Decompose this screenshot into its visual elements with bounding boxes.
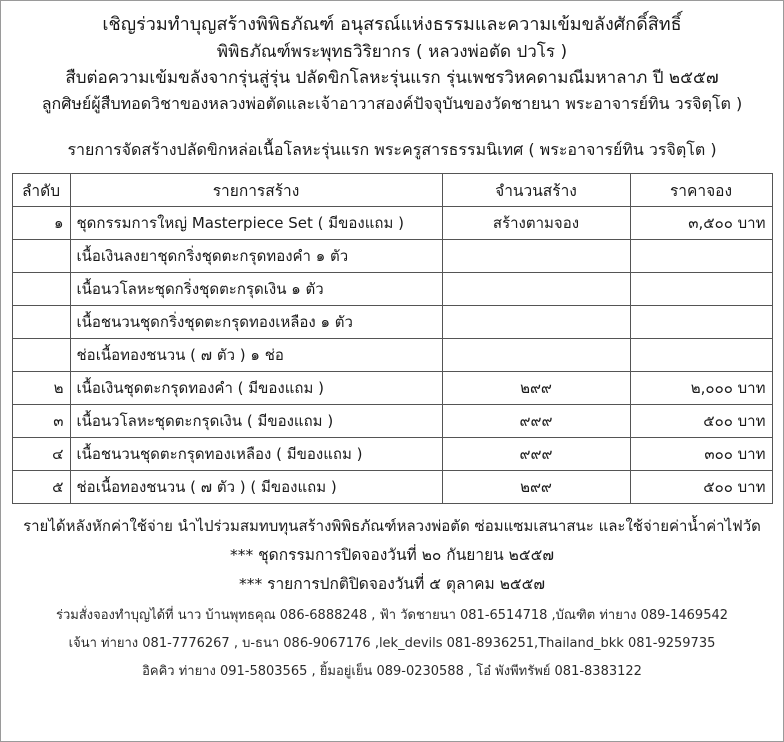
column-header-qty: จำนวนสร้าง — [442, 174, 630, 207]
product-table — [12, 173, 773, 504]
cell-no — [12, 273, 70, 306]
table-row — [12, 273, 772, 306]
cell-no: ๑ — [12, 207, 70, 240]
cell-item: ช่อเนื้อทองชนวน ( ๗ ตัว ) ๑ ช่อ — [70, 339, 442, 372]
cell-item: เนื้อนวโลหะชุดกริ่งชุดตะกรุดเงิน ๑ ตัว — [70, 273, 442, 306]
table-row — [12, 339, 772, 372]
cell-price — [630, 273, 772, 306]
header-line-2: พิพิธภัณฑ์พระพุทธวิริยากร ( หลวงพ่อตัด ปวโร ) — [216, 41, 568, 62]
cell-price: ๒,๐๐๐ บาท — [630, 372, 772, 405]
cell-price — [630, 306, 772, 339]
cell-qty: สร้างตามจอง — [442, 207, 630, 240]
cell-no — [12, 306, 70, 339]
cell-no — [12, 240, 70, 273]
cell-qty — [442, 240, 630, 273]
cell-price — [630, 240, 772, 273]
cell-price — [630, 339, 772, 372]
header-line-1: เชิญร่วมทำบุญสร้างพิพิธภัณฑ์ อนุสรณ์แห่งธรรมและความเข้มขลังศักดิ์สิทธิ์ — [102, 14, 682, 35]
table-row — [12, 207, 772, 240]
footer-note-committee-deadline: *** ชุดกรรมการปิดจองวันที่ ๒๐ กันยายน ๒๕๕๗ — [229, 545, 555, 564]
document-header — [1, 1, 783, 120]
column-header-price: ราคาจอง — [630, 174, 772, 207]
table-row — [12, 438, 772, 471]
column-header-no: ลำดับ — [12, 174, 70, 207]
cell-price: ๕๐๐ บาท — [630, 471, 772, 504]
cell-item: เนื้อชนวนชุดตะกรุดทองเหลือง ( มีของแถม ) — [70, 438, 442, 471]
contact-line-3: อิคคิว ท่ายาง 091-5803565 , ยิ้มอยู่เย็น 089-0230588 , โอ๋ พังพีทรัพย์ 081-8383122 — [142, 663, 642, 679]
cell-price: ๓,๕๐๐ บาท — [630, 207, 772, 240]
cell-item: ช่อเนื้อทองชนวน ( ๗ ตัว ) ( มีของแถม ) — [70, 471, 442, 504]
cell-qty — [442, 339, 630, 372]
cell-item: เนื้อเงินลงยาชุดกริ่งชุดตะกรุดทองคำ ๑ ตัว — [70, 240, 442, 273]
table-row — [12, 240, 772, 273]
document-footer — [1, 504, 783, 684]
header-line-4: ลูกศิษย์ผู้สืบทอดวิชาของหลวงพ่อตัดและเจ้าอาวาสองค์ปัจจุบันของวัดชายนา พระอาจารย์ทิน วรจิตฺโต ) — [41, 93, 743, 113]
table-row — [12, 405, 772, 438]
cell-item: เนื้อชนวนชุดกริ่งชุดตะกรุดทองเหลือง ๑ ตัว — [70, 306, 442, 339]
cell-no — [12, 339, 70, 372]
cell-qty — [442, 306, 630, 339]
cell-item: เนื้อเงินชุดตะกรุดทองคำ ( มีของแถม ) — [70, 372, 442, 405]
cell-qty: ๙๙๙ — [442, 405, 630, 438]
cell-qty: ๒๙๙ — [442, 372, 630, 405]
header-line-3: สืบต่อความเข้มขลังจากรุ่นสู่รุ่น ปลัดขิกโลหะรุ่นแรก รุ่นเพชรวิหคดามณีมหาลาภ ปี ๒๕๕๗ — [65, 68, 719, 89]
cell-item: ชุดกรรมการใหญ่ Masterpiece Set ( มีของแถม ) — [70, 207, 442, 240]
footer-note-regular-deadline: *** รายการปกติปิดจองวันที่ ๕ ตุลาคม ๒๕๕๗ — [238, 575, 546, 594]
cell-price: ๓๐๐ บาท — [630, 438, 772, 471]
footer-note-income: รายได้หลังหักค่าใช้จ่าย นำไปร่วมสมทบทุนสร้างพิพิธภัณฑ์หลวงพ่อตัด ซ่อมแซมเสนาสนะ และใช้จ่ายค่าน้ำค่าไฟวัด — [23, 517, 761, 536]
contact-line-2: เจ้นา ท่ายาง 081-7776267 , บ-ธนา 086-9067176 ,lek_devils 081-8936251,Thailand_bkk 081-9259735 — [68, 635, 716, 651]
cell-qty — [442, 273, 630, 306]
table-subtitle: รายการจัดสร้างปลัดขิกหล่อเนื้อโลหะรุ่นแรก พระครูสารธรรมนิเทศ ( พระอาจารย์ทิน วรจิตฺโต ) — [67, 140, 717, 160]
cell-price: ๕๐๐ บาท — [630, 405, 772, 438]
cell-item: เนื้อนวโลหะชุดตะกรุดเงิน ( มีของแถม ) — [70, 405, 442, 438]
column-header-item: รายการสร้าง — [70, 174, 442, 207]
cell-no: ๓ — [12, 405, 70, 438]
cell-no: ๔ — [12, 438, 70, 471]
cell-no: ๒ — [12, 372, 70, 405]
cell-qty: ๙๙๙ — [442, 438, 630, 471]
cell-no: ๕ — [12, 471, 70, 504]
contact-line-1: ร่วมสั่งจองทำบุญได้ที่ นาว บ้านพุทธคุณ 086-6888248 , ฟ้า วัดชายนา 081-6514718 ,บัณฑิต ท่ายาง 089-1469542 — [55, 607, 729, 623]
table-header-row — [12, 174, 772, 207]
table-row — [12, 372, 772, 405]
table-row — [12, 306, 772, 339]
table-row — [12, 471, 772, 504]
cell-qty: ๒๙๙ — [442, 471, 630, 504]
